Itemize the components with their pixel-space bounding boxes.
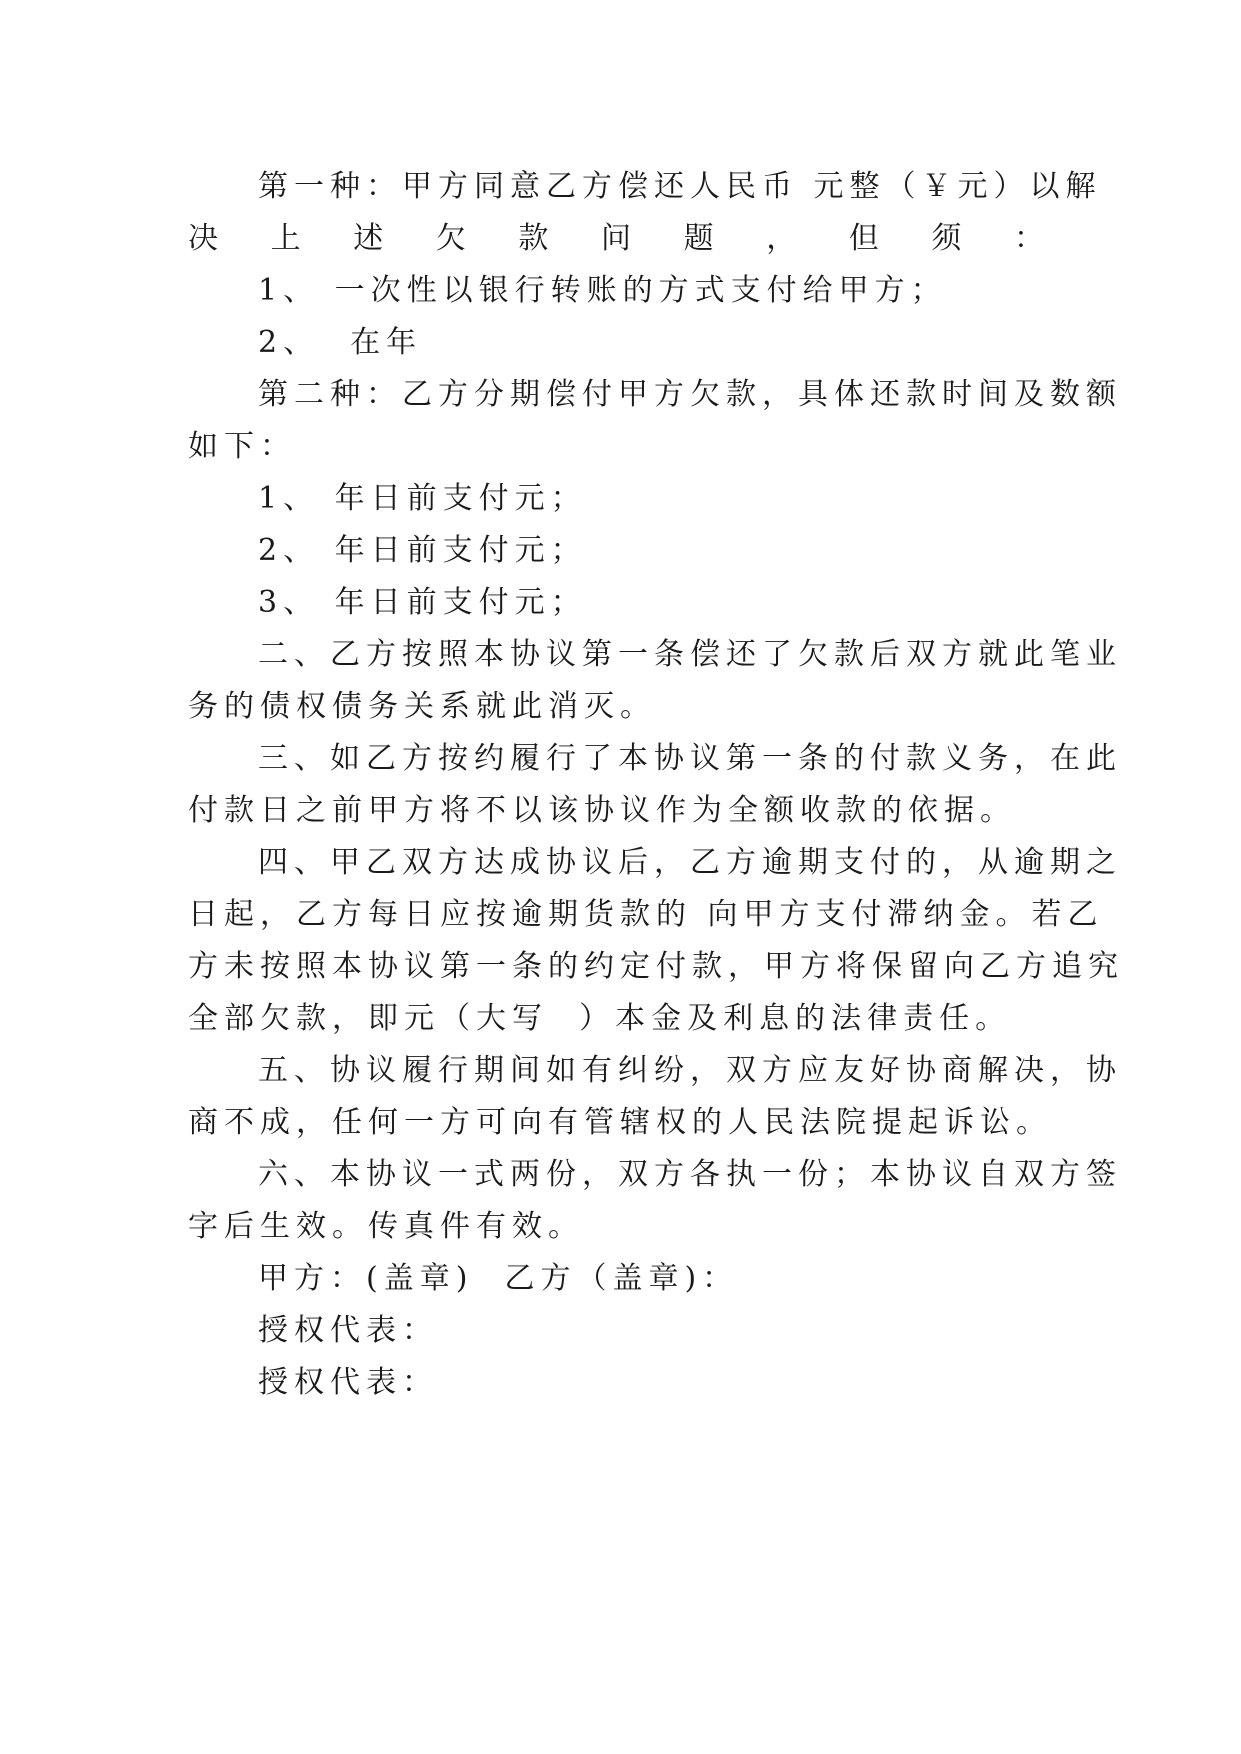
paragraph-option-two: 第二种：乙方分期偿付甲方欠款，具体还款时间及数额 bbox=[258, 377, 1122, 412]
paragraph-option-one: 第一种：甲方同意乙方偿还人民币 元整（￥元）以解 bbox=[258, 169, 1102, 204]
clause-six-continued: 字后生效。传真件有效。 bbox=[188, 1209, 584, 1244]
paragraph-option-one-continued: 决上述欠款问题，但须： bbox=[188, 221, 1050, 256]
clause-five-continued: 商不成，任何一方可向有管辖权的人民法院提起诉讼。 bbox=[188, 1105, 1052, 1140]
installment-item-2: 2、 年日前支付元； bbox=[258, 533, 587, 568]
list-item-1: 1、 一次性以银行转账的方式支付给甲方； bbox=[258, 273, 947, 308]
clause-five: 五、协议履行期间如有纠纷，双方应友好协商解决，协 bbox=[258, 1053, 1122, 1088]
authorized-representative-2: 授权代表： bbox=[258, 1365, 438, 1400]
clause-four: 四、甲乙双方达成协议后，乙方逾期支付的，从逾期之 bbox=[258, 845, 1122, 880]
clause-four-line-4: 全部欠款，即元（大写 ）本金及利息的法律责任。 bbox=[188, 1001, 1012, 1036]
clause-three: 三、如乙方按约履行了本协议第一条的付款义务，在此 bbox=[258, 741, 1122, 776]
clause-four-line-2: 日起，乙方每日应按逾期货款的 向甲方支付滞纳金。若乙 bbox=[188, 897, 1104, 932]
clause-three-continued: 付款日之前甲方将不以该协议作为全额收款的依据。 bbox=[188, 793, 1016, 828]
list-item-2: 2、 在年 bbox=[258, 325, 423, 360]
signature-parties: 甲方：(盖章) 乙方（盖章)： bbox=[258, 1261, 739, 1296]
clause-two: 二、乙方按照本协议第一条偿还了欠款后双方就此笔业 bbox=[258, 637, 1122, 672]
clause-six: 六、本协议一式两份，双方各执一份；本协议自双方签 bbox=[258, 1157, 1122, 1192]
paragraph-option-two-continued: 如下： bbox=[188, 429, 296, 464]
authorized-representative-1: 授权代表： bbox=[258, 1313, 438, 1348]
installment-item-1: 1、 年日前支付元； bbox=[258, 481, 587, 516]
clause-two-continued: 务的债权债务关系就此消灭。 bbox=[188, 689, 656, 724]
clause-four-line-3: 方未按照本协议第一条的约定付款，甲方将保留向乙方追究 bbox=[188, 949, 1124, 984]
installment-item-3: 3、 年日前支付元； bbox=[258, 585, 587, 620]
